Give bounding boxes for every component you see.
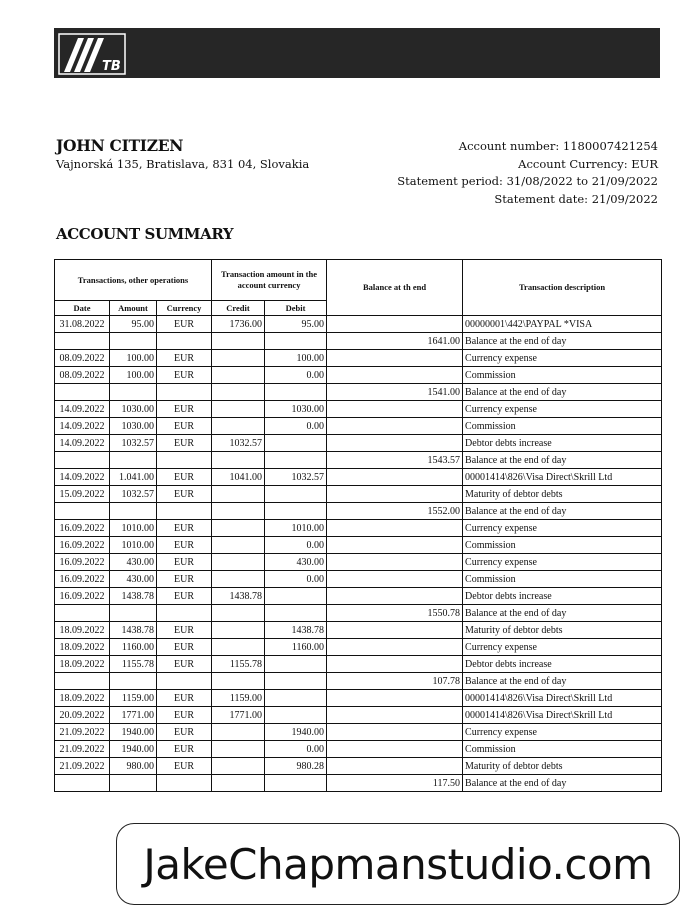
date-cell: 08.09.2022 (55, 350, 110, 367)
debit-cell (265, 690, 327, 707)
description-cell: Commission (463, 418, 662, 435)
date-cell: 21.09.2022 (55, 758, 110, 775)
tb-logo-icon (58, 32, 126, 76)
table-row (55, 537, 662, 554)
amount-cell: 1032.57 (110, 486, 157, 503)
amount-cell: 1010.00 (110, 520, 157, 537)
amount-cell: 980.00 (110, 758, 157, 775)
currency-cell: EUR (157, 435, 212, 452)
table-row (55, 741, 662, 758)
description-cell: Currency expense (463, 724, 662, 741)
amount-cell (110, 775, 157, 792)
debit-cell: 1030.00 (265, 401, 327, 418)
table-row (55, 588, 662, 605)
credit-cell: 1771.00 (212, 707, 265, 724)
amount-cell (110, 605, 157, 622)
table-row (55, 486, 662, 503)
credit-cell: 1438.78 (212, 588, 265, 605)
credit-cell (212, 758, 265, 775)
description-cell: Debtor debts increase (463, 656, 662, 673)
balance-cell (327, 316, 463, 333)
date-cell (55, 775, 110, 792)
balance-cell: 1543.57 (327, 452, 463, 469)
credit-cell: 1032.57 (212, 435, 265, 452)
balance-cell (327, 520, 463, 537)
date-cell: 14.09.2022 (55, 435, 110, 452)
table-row (55, 401, 662, 418)
debit-cell: 0.00 (265, 741, 327, 758)
table-row (55, 384, 662, 401)
balance-cell (327, 571, 463, 588)
amount-cell: 1155.78 (110, 656, 157, 673)
description-cell: Commission (463, 537, 662, 554)
balance-cell (327, 707, 463, 724)
section-title: ACCOUNT SUMMARY (56, 225, 234, 243)
amount-cell: 1030.00 (110, 418, 157, 435)
balance-cell: 1541.00 (327, 384, 463, 401)
currency-cell: EUR (157, 520, 212, 537)
balance-cell (327, 418, 463, 435)
balance-cell (327, 741, 463, 758)
amount-cell: 430.00 (110, 571, 157, 588)
amount-cell: 1.041.00 (110, 469, 157, 486)
amount-cell: 1159.00 (110, 690, 157, 707)
transactions-body (55, 316, 662, 792)
currency-cell: EUR (157, 758, 212, 775)
header-amount: Transaction amount in the account currency (212, 260, 327, 301)
amount-cell: 1940.00 (110, 724, 157, 741)
description-cell: Balance at the end of day (463, 503, 662, 520)
credit-cell (212, 673, 265, 690)
table-row (55, 758, 662, 775)
currency-cell: EUR (157, 656, 212, 673)
description-cell: Maturity of debtor debts (463, 486, 662, 503)
date-cell: 31.08.2022 (55, 316, 110, 333)
debit-cell (265, 707, 327, 724)
debit-cell (265, 486, 327, 503)
date-cell (55, 673, 110, 690)
transactions-table (54, 259, 662, 792)
date-cell: 18.09.2022 (55, 622, 110, 639)
balance-cell: 1552.00 (327, 503, 463, 520)
date-cell: 18.09.2022 (55, 690, 110, 707)
date-cell: 14.09.2022 (55, 401, 110, 418)
table-row (55, 503, 662, 520)
currency-cell: EUR (157, 316, 212, 333)
currency-cell (157, 605, 212, 622)
statement-period: Statement period: 31/08/2022 to 21/09/2022 (397, 174, 658, 188)
table-row (55, 469, 662, 486)
debit-cell (265, 605, 327, 622)
watermark-text: JakeChapmanstudio.com (143, 839, 653, 889)
credit-cell (212, 384, 265, 401)
table-row (55, 435, 662, 452)
balance-cell (327, 367, 463, 384)
table-row (55, 724, 662, 741)
holder-name: JOHN CITIZEN (56, 136, 184, 155)
date-cell (55, 452, 110, 469)
currency-cell: EUR (157, 418, 212, 435)
credit-cell (212, 367, 265, 384)
description-cell: Currency expense (463, 554, 662, 571)
credit-cell (212, 622, 265, 639)
date-cell (55, 503, 110, 520)
credit-cell (212, 537, 265, 554)
header-description: Transaction description (463, 260, 662, 316)
currency-cell: EUR (157, 588, 212, 605)
balance-cell (327, 486, 463, 503)
balance-cell (327, 639, 463, 656)
debit-cell: 430.00 (265, 554, 327, 571)
date-cell: 18.09.2022 (55, 639, 110, 656)
debit-cell (265, 333, 327, 350)
table-row (55, 418, 662, 435)
credit-cell (212, 401, 265, 418)
date-cell: 18.09.2022 (55, 656, 110, 673)
statement-date: Statement date: 21/09/2022 (494, 191, 658, 206)
debit-cell: 1438.78 (265, 622, 327, 639)
description-cell: Balance at the end of day (463, 333, 662, 350)
credit-cell (212, 520, 265, 537)
date-cell: 16.09.2022 (55, 520, 110, 537)
amount-cell: 1438.78 (110, 622, 157, 639)
amount-cell: 430.00 (110, 554, 157, 571)
balance-cell (327, 724, 463, 741)
credit-cell (212, 724, 265, 741)
balance-cell: 117.50 (327, 775, 463, 792)
debit-cell (265, 656, 327, 673)
amount-cell: 1160.00 (110, 639, 157, 656)
currency-cell: EUR (157, 537, 212, 554)
date-cell: 08.09.2022 (55, 367, 110, 384)
debit-cell: 0.00 (265, 571, 327, 588)
header-balance: Balance at th end (327, 260, 463, 316)
credit-cell (212, 639, 265, 656)
balance-cell (327, 656, 463, 673)
credit-cell (212, 741, 265, 758)
description-cell: Balance at the end of day (463, 452, 662, 469)
amount-cell (110, 384, 157, 401)
date-cell: 14.09.2022 (55, 469, 110, 486)
header-amount-col: Amount (110, 301, 157, 316)
description-cell: Balance at the end of day (463, 384, 662, 401)
header-credit: Credit (212, 301, 265, 316)
table-row (55, 367, 662, 384)
balance-cell (327, 537, 463, 554)
credit-cell: 1041.00 (212, 469, 265, 486)
table-row (55, 571, 662, 588)
debit-cell: 1160.00 (265, 639, 327, 656)
header-bar (54, 28, 660, 78)
amount-cell (110, 503, 157, 520)
table-row (55, 605, 662, 622)
account-currency: Account Currency: EUR (518, 156, 658, 171)
credit-cell (212, 418, 265, 435)
credit-cell (212, 554, 265, 571)
currency-cell (157, 384, 212, 401)
debit-cell (265, 673, 327, 690)
credit-cell (212, 503, 265, 520)
description-cell: Balance at the end of day (463, 605, 662, 622)
balance-cell (327, 588, 463, 605)
debit-cell (265, 452, 327, 469)
currency-cell: EUR (157, 571, 212, 588)
credit-cell: 1159.00 (212, 690, 265, 707)
description-cell: Currency expense (463, 520, 662, 537)
date-cell: 15.09.2022 (55, 486, 110, 503)
date-cell: 16.09.2022 (55, 537, 110, 554)
currency-cell (157, 673, 212, 690)
date-cell: 21.09.2022 (55, 741, 110, 758)
description-cell: 00000001\442\PAYPAL *VISA (463, 316, 662, 333)
balance-cell: 1641.00 (327, 333, 463, 350)
amount-cell (110, 673, 157, 690)
debit-cell: 0.00 (265, 418, 327, 435)
balance-cell: 1550.78 (327, 605, 463, 622)
currency-cell: EUR (157, 690, 212, 707)
date-cell (55, 384, 110, 401)
date-cell: 14.09.2022 (55, 418, 110, 435)
credit-cell (212, 605, 265, 622)
table-row (55, 333, 662, 350)
currency-cell: EUR (157, 554, 212, 571)
debit-cell: 95.00 (265, 316, 327, 333)
currency-cell: EUR (157, 724, 212, 741)
header-debit: Debit (265, 301, 327, 316)
currency-cell: EUR (157, 469, 212, 486)
amount-cell: 1032.57 (110, 435, 157, 452)
balance-cell (327, 350, 463, 367)
header-date: Date (55, 301, 110, 316)
currency-cell: EUR (157, 622, 212, 639)
description-cell: Currency expense (463, 639, 662, 656)
description-cell: Currency expense (463, 350, 662, 367)
table-row (55, 775, 662, 792)
header-transactions: Transactions, other operations (55, 260, 212, 301)
description-cell: Maturity of debtor debts (463, 622, 662, 639)
description-cell: 00001414\826\Visa Direct\Skrill Ltd (463, 707, 662, 724)
debit-cell: 1940.00 (265, 724, 327, 741)
currency-cell (157, 452, 212, 469)
table-row (55, 707, 662, 724)
date-cell: 16.09.2022 (55, 554, 110, 571)
description-cell: 00001414\826\Visa Direct\Skrill Ltd (463, 690, 662, 707)
balance-cell (327, 469, 463, 486)
balance-cell (327, 435, 463, 452)
amount-cell (110, 333, 157, 350)
credit-cell (212, 333, 265, 350)
header-currency: Currency (157, 301, 212, 316)
amount-cell: 1010.00 (110, 537, 157, 554)
date-cell: 16.09.2022 (55, 588, 110, 605)
amount-cell (110, 452, 157, 469)
table-row (55, 656, 662, 673)
table-row (55, 639, 662, 656)
description-cell: Balance at the end of day (463, 775, 662, 792)
amount-cell: 95.00 (110, 316, 157, 333)
description-cell: Maturity of debtor debts (463, 758, 662, 775)
currency-cell (157, 503, 212, 520)
credit-cell: 1736.00 (212, 316, 265, 333)
currency-cell: EUR (157, 350, 212, 367)
balance-cell (327, 401, 463, 418)
credit-cell (212, 571, 265, 588)
credit-cell (212, 350, 265, 367)
balance-cell (327, 622, 463, 639)
table-row (55, 520, 662, 537)
holder-address: Vajnorská 135, Bratislava, 831 04, Slovakia (56, 157, 310, 171)
balance-cell (327, 758, 463, 775)
debit-cell: 1010.00 (265, 520, 327, 537)
description-cell: 00001414\826\Visa Direct\Skrill Ltd (463, 469, 662, 486)
currency-cell (157, 775, 212, 792)
balance-cell (327, 690, 463, 707)
watermark-box (116, 823, 680, 905)
currency-cell: EUR (157, 741, 212, 758)
date-cell: 20.09.2022 (55, 707, 110, 724)
amount-cell: 100.00 (110, 367, 157, 384)
table-row (55, 554, 662, 571)
table-row (55, 452, 662, 469)
account-number: Account number: 1180007421254 (458, 139, 658, 153)
credit-cell (212, 452, 265, 469)
date-cell: 16.09.2022 (55, 571, 110, 588)
debit-cell (265, 435, 327, 452)
description-cell: Commission (463, 741, 662, 758)
currency-cell: EUR (157, 639, 212, 656)
currency-cell: EUR (157, 486, 212, 503)
balance-cell (327, 554, 463, 571)
amount-cell: 1940.00 (110, 741, 157, 758)
table-row (55, 673, 662, 690)
date-cell: 21.09.2022 (55, 724, 110, 741)
date-cell (55, 605, 110, 622)
credit-cell: 1155.78 (212, 656, 265, 673)
debit-cell (265, 503, 327, 520)
description-cell: Debtor debts increase (463, 435, 662, 452)
amount-cell: 1438.78 (110, 588, 157, 605)
amount-cell: 1030.00 (110, 401, 157, 418)
currency-cell: EUR (157, 401, 212, 418)
description-cell: Currency expense (463, 401, 662, 418)
debit-cell: 0.00 (265, 537, 327, 554)
table-row (55, 622, 662, 639)
description-cell: Balance at the end of day (463, 673, 662, 690)
amount-cell: 1771.00 (110, 707, 157, 724)
debit-cell: 100.00 (265, 350, 327, 367)
debit-cell: 980.28 (265, 758, 327, 775)
currency-cell: EUR (157, 707, 212, 724)
credit-cell (212, 775, 265, 792)
table-row (55, 316, 662, 333)
debit-cell (265, 384, 327, 401)
table-row (55, 350, 662, 367)
logo-text: TB (102, 59, 121, 74)
description-cell: Commission (463, 571, 662, 588)
balance-cell: 107.78 (327, 673, 463, 690)
credit-cell (212, 486, 265, 503)
description-cell: Debtor debts increase (463, 588, 662, 605)
debit-cell: 0.00 (265, 367, 327, 384)
account-holder (56, 136, 309, 171)
table-row (55, 690, 662, 707)
description-cell: Commission (463, 367, 662, 384)
currency-cell (157, 333, 212, 350)
debit-cell (265, 775, 327, 792)
account-details (397, 138, 658, 208)
debit-cell: 1032.57 (265, 469, 327, 486)
date-cell (55, 333, 110, 350)
amount-cell: 100.00 (110, 350, 157, 367)
currency-cell: EUR (157, 367, 212, 384)
debit-cell (265, 588, 327, 605)
